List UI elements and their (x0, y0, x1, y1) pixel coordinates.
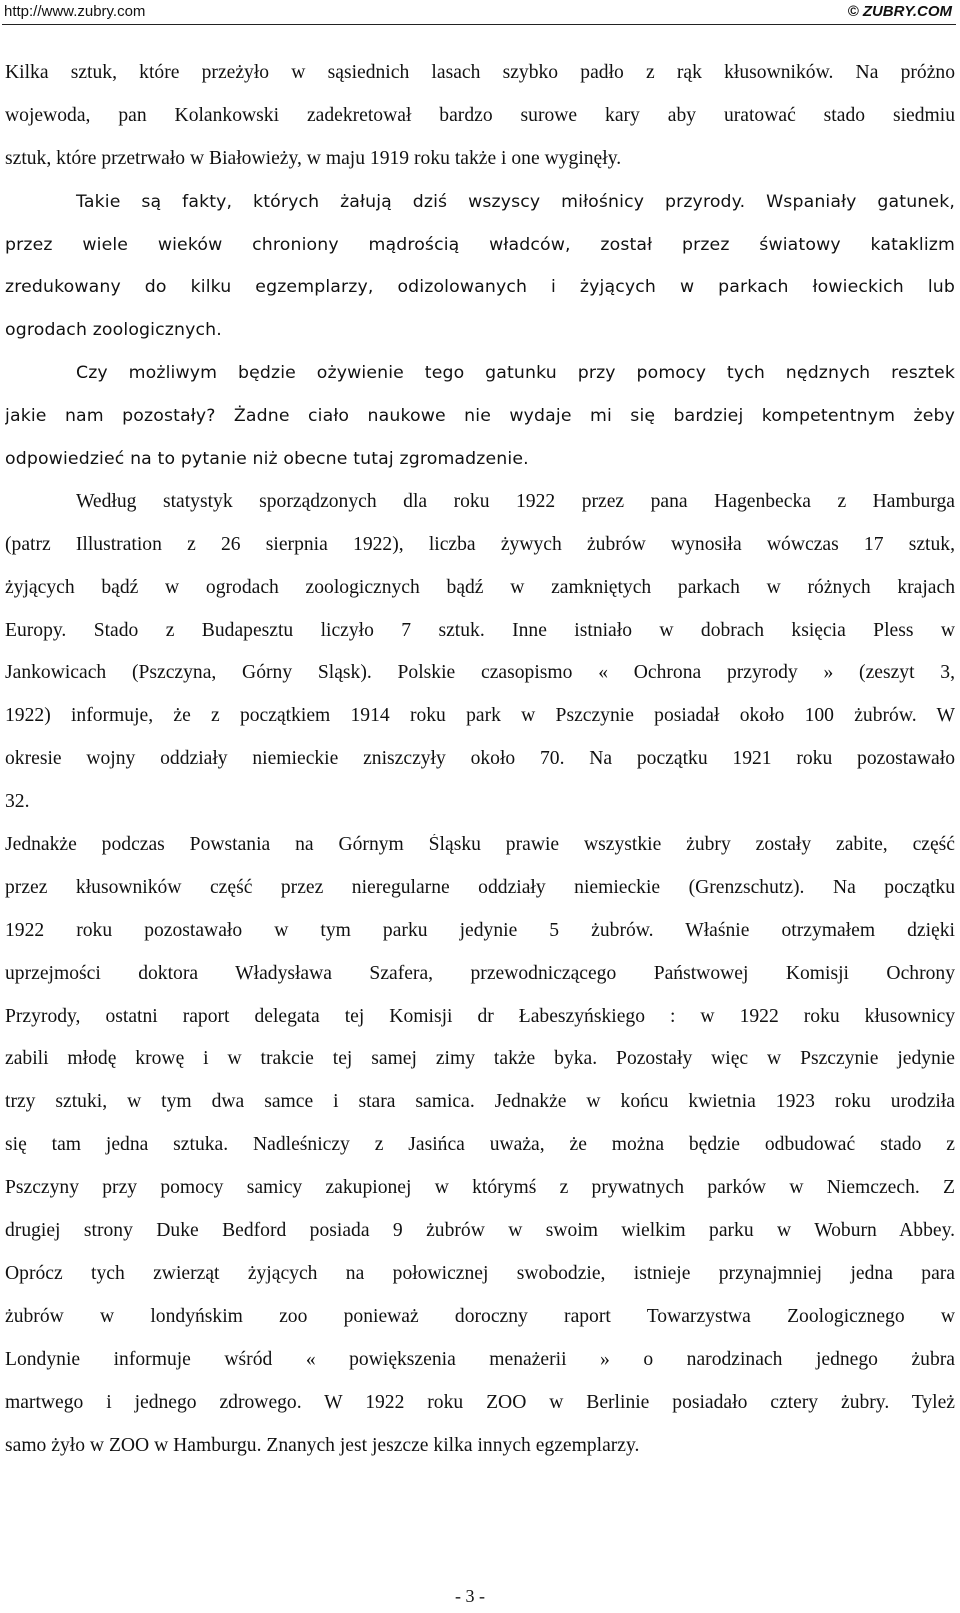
text-line: się tam jedna sztuka. Nadleśniczy z Jasińca uważa, że można będzie odbudować stado z (5, 1134, 955, 1156)
document-body (5, 62, 955, 1477)
text-line: Według statystyk sporządzonych dla roku 1922 przez pana Hagenbecka z Hamburga (76, 490, 955, 512)
header-rule (2, 24, 956, 25)
text-line: jakie nam pozostały? Żadne ciało naukowe nie wydaje mi się bardziej kompetentnym żeby (5, 406, 955, 427)
header-copyright: © ZUBRY.COM (847, 3, 952, 20)
text-line: sztuk, które przetrwało w Białowieży, w maju 1919 roku także i one wyginęły. (5, 147, 622, 169)
text-line: Oprócz tych zwierząt żyjących na połowicznej swobodzie, istnieje przynajmniej jedna para (5, 1262, 955, 1284)
text-line: drugiej strony Duke Bedford posiada 9 żubrów w swoim wielkim parku w Woburn Abbey. (5, 1220, 955, 1242)
text-line: zredukowany do kilku egzemplarzy, odizolowanych i żyjących w parkach łowieckich lub (5, 277, 955, 298)
text-line: odpowiedzieć na to pytanie niż obecne tutaj zgromadzenie. (5, 449, 529, 470)
text-line: martwego i jednego zdrowego. W 1922 roku ZOO w Berlinie posiadało cztery żubry. Tyleż (5, 1391, 955, 1413)
text-line: zabili młodę krowę i w trakcie tej samej zimy także byka. Pozostały więc w Pszczynie jedynie (5, 1048, 955, 1070)
text-line: przez kłusowników część przez nieregularne oddziały niemieckie (Grenzschutz). Na początku (5, 876, 955, 898)
text-line: Pszczyny przy pomocy samicy zakupionej w którymś z prywatnych parków w Niemczech. Z (5, 1177, 955, 1199)
text-line: wojewoda, pan Kolankowski zadekretował bardzo surowe kary aby uratować stado siedmiu (5, 104, 955, 126)
text-line: 1922) informuje, że z początkiem 1914 roku park w Pszczynie posiadał około 100 żubrów. W (5, 705, 955, 727)
text-line: okresie wojny oddziały niemieckie zniszczyły około 70. Na początku 1921 roku pozostawało (5, 748, 955, 770)
text-line: Londynie informuje wśród « powiększenia menażerii » o narodzinach jednego żubra (5, 1348, 955, 1370)
text-line: Czy możliwym będzie ożywienie tego gatunku przy pomocy tych nędznych resztek (76, 363, 955, 384)
header-url[interactable]: http://www.zubry.com (4, 3, 146, 20)
text-line: Jankowicach (Pszczyna, Górny Sląsk). Polskie czasopismo « Ochrona przyrody » (zeszyt 3, (5, 662, 955, 684)
text-line: Europy. Stado z Budapesztu liczyło 7 sztuk. Inne istniało w dobrach księcia Pless w (5, 619, 955, 641)
page-number: - 3 - (455, 1586, 485, 1606)
text-line: przez wiele wieków chroniony mądrością władców, został przez światowy kataklizm (5, 234, 955, 255)
text-line: samo żyło w ZOO w Hamburgu. Znanych jest jeszcze kilka innych egzemplarzy. (5, 1434, 640, 1456)
text-line: żubrów w londyńskim zoo ponieważ doroczny raport Towarzystwa Zoologicznego w (5, 1305, 955, 1327)
text-line: ogrodach zoologicznych. (5, 320, 222, 341)
text-line: uprzejmości doktora Władysława Szafera, przewodniczącego Państwowej Komisji Ochrony (5, 962, 955, 984)
text-line: Jednakże podczas Powstania na Górnym Śląsku prawie wszystkie żubry zostały zabite, część (5, 834, 955, 856)
text-line: żyjących bądź w ogrodach zoologicznych bądź w zamkniętych parkach w różnych krajach (5, 576, 955, 598)
text-line: Takie są fakty, których żałują dziś wszyscy miłośnicy przyrody. Wspaniały gatunek, (76, 191, 955, 212)
text-line: trzy sztuki, w tym dwa samce i stara samica. Jednakże w końcu kwietnia 1923 roku urodziła (5, 1091, 955, 1113)
text-line: 1922 roku pozostawało w tym parku jedynie 5 żubrów. Właśnie otrzymałem dzięki (5, 919, 955, 941)
text-line: Przyrody, ostatni raport delegata tej Komisji dr Łabeszyńskiego : w 1922 roku kłusownicy (5, 1005, 955, 1027)
text-line: Kilka sztuk, które przeżyło w sąsiednich lasach szybko padło z rąk kłusowników. Na próżno (5, 62, 955, 83)
text-line: 32. (5, 791, 30, 813)
text-line: (patrz Illustration z 26 sierpnia 1922), liczba żywych żubrów wynosiła wówczas 17 sztuk, (5, 533, 955, 555)
